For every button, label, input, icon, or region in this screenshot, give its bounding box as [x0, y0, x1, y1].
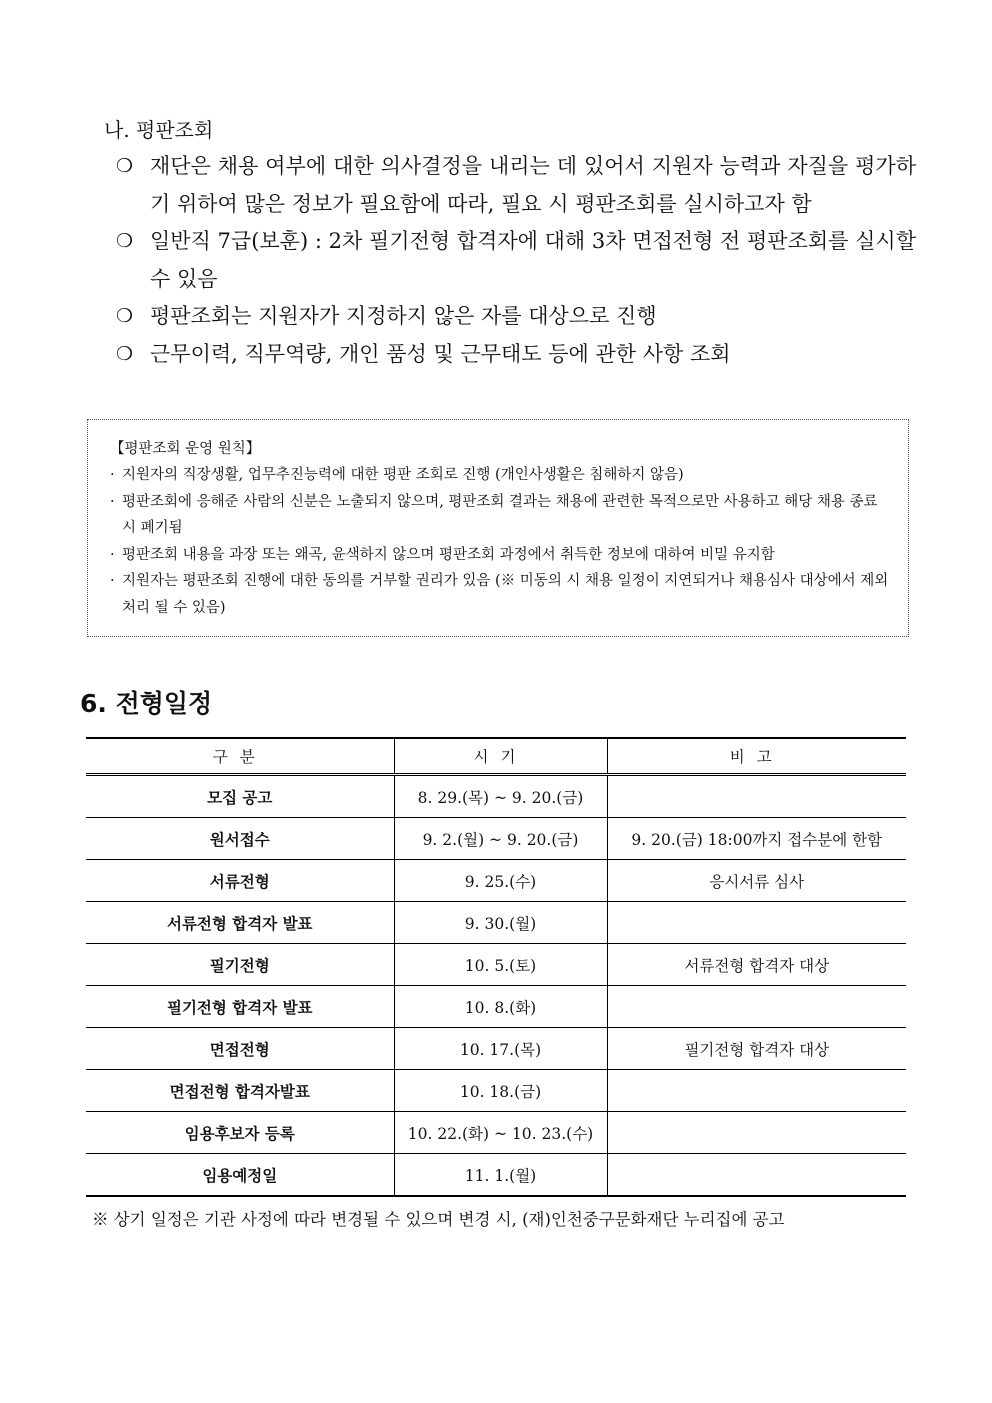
bullet-text: 재단은 채용 여부에 대한 의사결정을 내리는 데 있어서 지원자 능력과 자질을 평가하기 위하여 많은 정보가 필요함에 따라, 필요 시 평판조회를 실시하고자 함	[150, 154, 916, 216]
table-row	[86, 1028, 906, 1070]
bullet-text: 근무이력, 직무역량, 개인 품성 및 근무태도 등에 관한 사항 조회	[150, 341, 731, 366]
reference-check-bullets	[116, 148, 916, 373]
table-row	[86, 860, 906, 902]
row-note: 응시서류 심사	[607, 860, 906, 902]
table-row	[86, 1112, 906, 1154]
row-period: 9. 25.(수)	[394, 860, 607, 902]
sub-heading: 나. 평판조회	[104, 118, 214, 142]
row-period: 8. 29.(목) ~ 9. 20.(금)	[394, 775, 607, 818]
notice-item	[110, 542, 890, 569]
header-category: 구분	[86, 738, 394, 775]
dot-bullet-icon: ·	[110, 467, 115, 483]
notice-title: 【평판조회 운영 원칙】	[110, 441, 261, 457]
table-row	[86, 944, 906, 986]
table-row	[86, 1070, 906, 1112]
row-note	[607, 1112, 906, 1154]
row-category: 모집 공고	[86, 775, 394, 818]
table-header-row	[86, 738, 906, 775]
bullet-item	[116, 298, 916, 336]
header-period: 시기	[394, 738, 607, 775]
table-row	[86, 818, 906, 860]
section-title: 6. 전형일정	[80, 689, 213, 718]
notice-item-text: 평판조회 내용을 과장 또는 왜곡, 윤색하지 않으며 평판조회 과정에서 취득한 정보에 대하여 비밀 유지함	[122, 546, 775, 563]
table-row	[86, 1154, 906, 1197]
notice-item-text: 평판조회에 응해준 사람의 신분은 노출되지 않으며, 평판조회 결과는 채용에 관련한 목적으로만 사용하고 해당 채용 종료시 폐기됨	[122, 493, 878, 536]
circle-bullet-icon: ❍	[116, 155, 134, 177]
table-row	[86, 986, 906, 1028]
footnote: ※ 상기 일정은 기관 사정에 따라 변경될 수 있으며 변경 시, (재)인천중구문화재단 누리집에 공고	[92, 1210, 785, 1229]
table-row	[86, 775, 906, 818]
bullet-item	[116, 336, 916, 374]
row-note: 9. 20.(금) 18:00까지 접수분에 한함	[607, 818, 906, 860]
row-category: 원서접수	[86, 818, 394, 860]
row-period: 10. 5.(토)	[394, 944, 607, 986]
circle-bullet-icon: ❍	[116, 305, 134, 327]
circle-bullet-icon: ❍	[116, 230, 134, 252]
row-note: 서류전형 합격자 대상	[607, 944, 906, 986]
bullet-item	[116, 148, 916, 223]
dot-bullet-icon: ·	[110, 546, 115, 563]
notice-item-text: 지원자는 평판조회 진행에 대한 동의를 거부할 권리가 있음 (※ 미동의 시 채용 일정이 지연되거나 채용심사 대상에서 제외 처리 될 수 있음)	[122, 573, 889, 616]
dot-bullet-icon: ·	[110, 493, 115, 510]
table-row	[86, 902, 906, 944]
bullet-item	[116, 223, 916, 298]
bullet-text: 평판조회는 지원자가 지정하지 않은 자를 대상으로 진행	[150, 304, 657, 328]
row-note	[607, 1154, 906, 1197]
row-period: 11. 1.(월)	[394, 1154, 607, 1197]
row-period: 10. 22.(화) ~ 10. 23.(수)	[394, 1112, 607, 1154]
row-period: 10. 8.(화)	[394, 986, 607, 1028]
notice-item	[110, 462, 890, 489]
row-note	[607, 902, 906, 944]
bullet-text: 일반직 7급(보훈) : 2차 필기전형 합격자에 대해 3차 면접전형 전 평판조회를 실시할 수 있음	[150, 229, 916, 291]
row-period: 10. 17.(목)	[394, 1028, 607, 1070]
row-note	[607, 986, 906, 1028]
row-period: 9. 30.(월)	[394, 902, 607, 944]
row-category: 필기전형	[86, 944, 394, 986]
row-note: 필기전형 합격자 대상	[607, 1028, 906, 1070]
row-period: 10. 18.(금)	[394, 1070, 607, 1112]
row-category: 필기전형 합격자 발표	[86, 986, 394, 1028]
row-note	[607, 1070, 906, 1112]
row-category: 면접전형	[86, 1028, 394, 1070]
row-category: 면접전형 합격자발표	[86, 1070, 394, 1112]
header-note: 비고	[607, 738, 906, 775]
row-note	[607, 775, 906, 818]
dot-bullet-icon: ·	[110, 573, 115, 589]
schedule-table	[86, 737, 906, 1197]
row-category: 서류전형 합격자 발표	[86, 902, 394, 944]
notice-item	[110, 489, 890, 542]
notice-item-text: 지원자의 직장생활, 업무추진능력에 대한 평판 조회로 진행 (개인사생활은 침해하지 않음)	[122, 467, 684, 483]
notice-item	[110, 568, 890, 621]
row-category: 임용예정일	[86, 1154, 394, 1197]
circle-bullet-icon: ❍	[116, 342, 134, 365]
row-category: 임용후보자 등록	[86, 1112, 394, 1154]
notice-box	[87, 419, 909, 637]
row-period: 9. 2.(월) ~ 9. 20.(금)	[394, 818, 607, 860]
row-category: 서류전형	[86, 860, 394, 902]
